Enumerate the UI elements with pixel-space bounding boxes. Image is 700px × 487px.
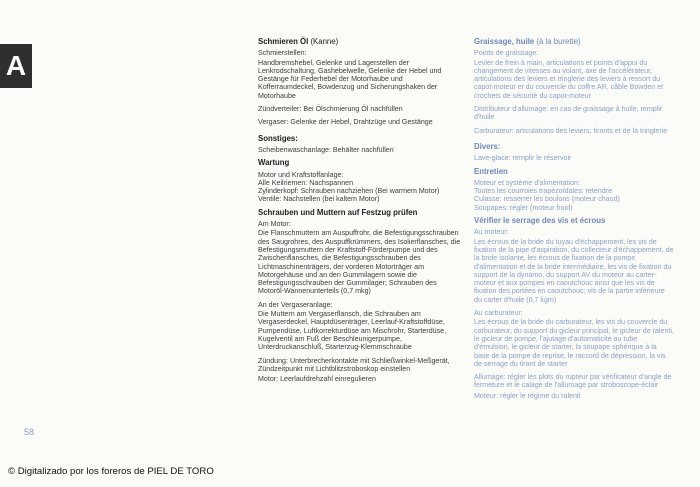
paragraph: Alle Keilriemen: Nachspannen [258, 178, 354, 187]
paragraph: Die Muttern am Vergaserflansch, die Schrauben am Vergaserdeckel, Hauptdüsenträger, Leerlauf-Kraftstoffdüse, Pumpendüse, Luftkorrekturdüse am Mischrohr, Starterdüse, Kugelventil am Fuß der Beschleunigerpumpe, Unterdruckanschluß, Starterzug-Klemmschraube [258, 310, 447, 352]
paragraph: Toutes les courroies trapézoïdales: retendre [474, 187, 613, 196]
paragraph: Les écrous de la bride du carburateur, les vis du couvercle du carburateur, du support du gicleur principal, le gicleur de ralenti, le gicleur de pompe, l'ajutage d'automaticité au tube d'émulsion, le gicleur de starter, la soupape sphérique à la base de la pompe de reprise, le raccord de dépression, la vis de serrage du tirant de starter [474, 318, 674, 368]
paragraph: Moteur: régler le régime du ralenti [474, 391, 581, 400]
german-column [258, 38, 462, 388]
paragraph: Distributeur d'allumage: en cas de graissage à huile, remplir d'huile [474, 105, 663, 122]
paragraph: Ventile: Nachstellen (bei kaltem Motor) [258, 195, 380, 204]
french-misc-heading: Divers: [474, 141, 501, 151]
paragraph: Am Motor: [258, 220, 291, 229]
paragraph: An der Vergaseranlage: [258, 300, 333, 309]
french-lubrication-heading [474, 38, 674, 46]
paragraph: Points de graissage: [474, 49, 539, 58]
section-tab: A [0, 44, 32, 88]
paragraph: Zylinderkopf: Schrauben nachziehen (Bei warmem Motor) [258, 187, 440, 196]
paragraph: Schmierstellen: [258, 49, 307, 58]
paragraph: Motor und Kraftstoffanlage: [258, 170, 344, 179]
paragraph: Carburateur: articulations des leviers, tirants et de la tringlerie [474, 126, 668, 135]
french-column [474, 38, 674, 405]
paragraph: Soupapes: régler (moteur froid) [474, 203, 573, 212]
heading-text: Graissage, huile [474, 37, 535, 46]
paragraph: Au carburateur: [474, 309, 523, 318]
paragraph: Vergaser: Gelenke der Hebel, Drahtzüge und Gestänge [258, 118, 433, 127]
paragraph: Culasse: resserrer les boulons (moteur chaud) [474, 195, 620, 204]
german-lubrication-heading [258, 38, 462, 46]
paragraph: Lave-glace: remplir le réservoir [474, 154, 572, 163]
paragraph: Motor: Leerlaufdrehzahl einregulieren [258, 375, 376, 384]
paragraph: Scheibenwaschanlage: Behälter nachfüllen [258, 145, 394, 154]
french-maintenance-heading: Entretien [474, 166, 508, 176]
paragraph: Zündung: Unterbrecherkontakte mit Schließwinkel-Meßgerät, Zündzeitpunkt mit Lichtblitzstroboskop einstellen [258, 356, 450, 373]
heading-subtext: (Kanne) [310, 37, 339, 46]
german-maintenance-heading: Wartung [258, 158, 290, 168]
paragraph: Handbremshebel, Gelenke und Lagerstellen der Lenkrodschaltung, Gashebelwelle, Gelenke der Hebel und Gestänge für Federhebel der Motorhaube und Kofferraumdeckel, Bowdenzug und Sicherungshaken der Motorhaube [258, 58, 442, 100]
paragraph: Les écrous de la bride du tuyau d'échappement, les vis de fixation de la pipe d'aspiration, du collecteur d'échappement, de la bride isolante, les écrous de fixation de la pompe d'alimentation et de la bride intermédiaire, les vis de fixation du support de la dynamo, du support AV du moteur au carter-moteur et aux pompes en caoutchouc ainsi que les vis de fixation des portées en caoutchouc; vis de la partie inférieure du carter d'huile (0,7 kgm) [474, 237, 674, 304]
page-number: 58 [24, 427, 35, 437]
paragraph: Au moteur: [474, 228, 509, 237]
paragraph: Allumage: régler les plots du rupteur par vérificateur d'angle de fermeture et le calage de l'allumage par stroboscope-éclair [474, 373, 672, 390]
copyright-footer: © Digitalizado por los foreros de PIEL DE TORO [8, 466, 214, 477]
heading-text: Schmieren Öl [258, 37, 309, 46]
heading-subtext: (à la burette) [536, 37, 581, 46]
paragraph: Moteur et système d'alimentation: [474, 178, 580, 187]
german-screws-heading: Schrauben und Muttern auf Festzug prüfen [258, 207, 418, 217]
paragraph: Zündverteiler: Bei Ölschmierung Öl nachfüllen [258, 105, 403, 114]
german-misc-heading: Sonstiges: [258, 133, 298, 143]
paragraph: Die Flanschmuttern am Auspuffrohr, die Befestigungsschrauben des Saugrohres, des Auspuffkrümmers, des Isolierflansches, die Befestigungsmuttern der Kraftstoff-Förderpumpe und des Zwischenflansches, die Befestigungsschrauben des Lichtmaschinenträgers, der vorderen Motorträger am Motorgehäuse und an den Gummilagern sowie die Befestigungsschrauben der Gummilager; Schrauben des Motoröl-Wannenunterteils (0,7 mkg) [258, 229, 461, 296]
paragraph: Levier de frein à main, articulations et points d'appui du changement de vitesses au volant, axe de l'accélérateur, articulations des leviers et tringlerie des leviers à ressort du capot-moteur et du couvercle du coffre AR, câble Bowden et crochets de sécurité du capot-moteur [474, 58, 664, 100]
french-screws-heading: Vérifier le serrage des vis et écrous [474, 216, 606, 226]
